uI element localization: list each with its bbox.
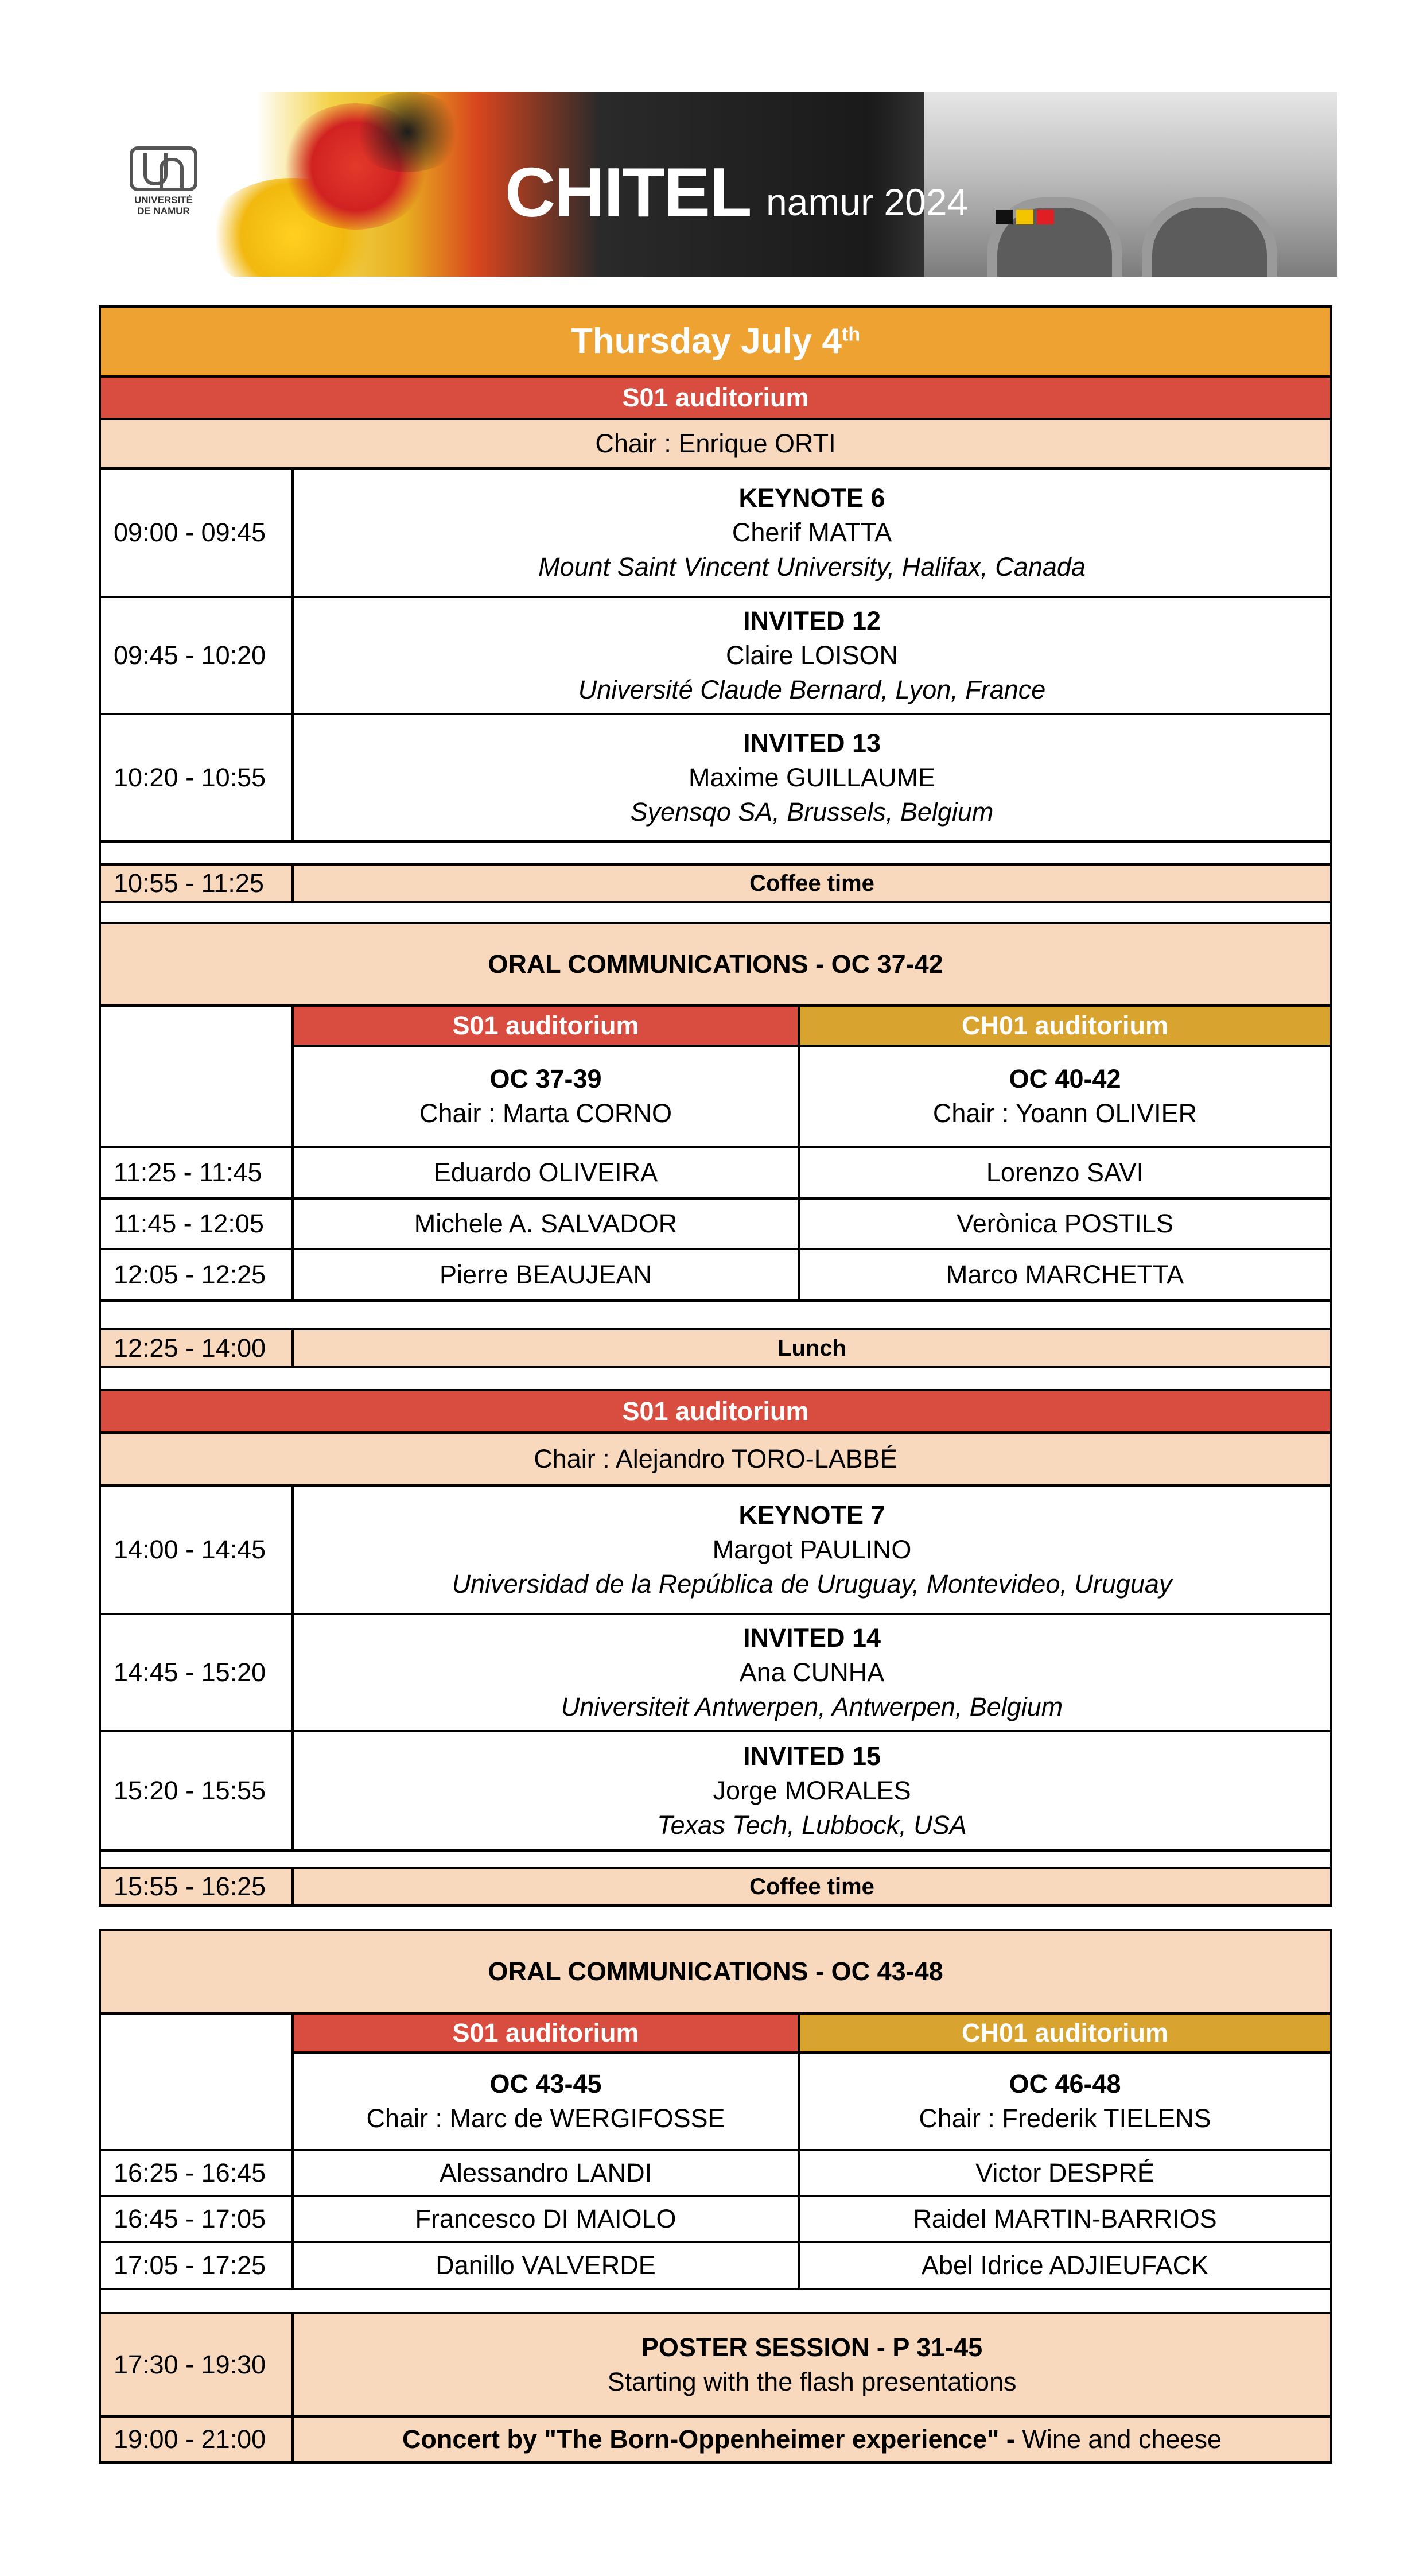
session-a-info bbox=[293, 1046, 799, 1147]
concert-row bbox=[100, 2416, 1331, 2462]
talk-affiliation: Mount Saint Vincent University, Halifax, Canada bbox=[538, 552, 1086, 581]
talk-time: 14:45 - 15:20 bbox=[100, 1614, 293, 1731]
break-label: Coffee time bbox=[293, 1868, 1331, 1906]
slot-time: 17:05 - 17:25 bbox=[100, 2242, 293, 2289]
oral-slot-row bbox=[100, 1198, 1331, 1249]
oral-slot-row bbox=[100, 2242, 1331, 2289]
room-a-header: S01 auditorium bbox=[293, 2014, 799, 2053]
oral-slot-row bbox=[100, 1249, 1331, 1301]
schedule-table bbox=[99, 305, 1332, 1907]
session-chair: Chair : Enrique ORTI bbox=[100, 419, 1331, 468]
talk-details bbox=[293, 1614, 1331, 1731]
lunch-label: Lunch bbox=[293, 1329, 1331, 1367]
session-b-code: OC 40-42 bbox=[1009, 1064, 1121, 1093]
session-b-info bbox=[799, 2053, 1331, 2150]
spacer-row bbox=[100, 2289, 1331, 2313]
day-suffix: th bbox=[842, 323, 861, 346]
session-chair: Chair : Alejandro TORO-LABBÉ bbox=[100, 1433, 1331, 1485]
room-header: S01 auditorium bbox=[100, 377, 1331, 419]
oral-slot-row bbox=[100, 1147, 1331, 1198]
room-b-header: CH01 auditorium bbox=[799, 1006, 1331, 1046]
bridge-photo bbox=[924, 92, 1337, 277]
poster-title: POSTER SESSION - P 31-45 bbox=[641, 2333, 983, 2362]
room-b-header: CH01 auditorium bbox=[799, 2014, 1331, 2053]
session-a-chair: Chair : Marc de WERGIFOSSE bbox=[366, 2104, 725, 2133]
empty-cell bbox=[100, 2014, 293, 2150]
slot-time: 16:25 - 16:45 bbox=[100, 2150, 293, 2196]
talk-row bbox=[100, 1614, 1331, 1731]
talk-speaker: Cherif MATTA bbox=[732, 518, 892, 547]
talk-type: KEYNOTE 7 bbox=[738, 1500, 885, 1530]
spacer-row bbox=[100, 902, 1331, 923]
talk-time: 09:45 - 10:20 bbox=[100, 597, 293, 714]
day-header bbox=[100, 307, 1331, 377]
talk-time: 09:00 - 09:45 bbox=[100, 468, 293, 597]
poster-detail: Starting with the flash presentations bbox=[607, 2367, 1017, 2396]
spacer-row bbox=[100, 1850, 1331, 1868]
talk-speaker: Margot PAULINO bbox=[712, 1535, 912, 1564]
break-label: Coffee time bbox=[293, 864, 1331, 902]
spacer-row bbox=[100, 1301, 1331, 1329]
concert-details bbox=[293, 2416, 1331, 2462]
talk-type: INVITED 15 bbox=[742, 1741, 881, 1771]
talk-details bbox=[293, 1731, 1331, 1850]
empty-cell bbox=[100, 1006, 293, 1147]
session-b-info bbox=[799, 1046, 1331, 1147]
break-time: 15:55 - 16:25 bbox=[100, 1868, 293, 1906]
slot-speaker-b: Abel Idrice ADJIEUFACK bbox=[799, 2242, 1331, 2289]
slot-speaker-a: Francesco DI MAIOLO bbox=[293, 2196, 799, 2242]
talk-speaker: Maxime GUILLAUME bbox=[688, 763, 936, 792]
slot-speaker-a: Danillo VALVERDE bbox=[293, 2242, 799, 2289]
slot-speaker-a: Michele A. SALVADOR bbox=[293, 1198, 799, 1249]
talk-details bbox=[293, 597, 1331, 714]
poster-details bbox=[293, 2313, 1331, 2416]
poster-time: 17:30 - 19:30 bbox=[100, 2313, 293, 2416]
talk-affiliation: Universidad de la República de Uruguay, Montevideo, Uruguay bbox=[452, 1569, 1172, 1599]
logo-text-line-1: UNIVERSITÉ bbox=[134, 195, 193, 205]
header-banner bbox=[109, 92, 1337, 277]
lunch-time: 12:25 - 14:00 bbox=[100, 1329, 293, 1367]
concert-title: Concert by "The Born-Oppenheimer experience" - bbox=[402, 2424, 1015, 2454]
schedule-table-evening bbox=[99, 1929, 1332, 2464]
black-paint-splash bbox=[350, 92, 465, 172]
session-a-code: OC 43-45 bbox=[489, 2069, 602, 2098]
flag-stripe-black bbox=[996, 210, 1013, 224]
conference-title: CHITEL bbox=[505, 153, 751, 231]
talk-details bbox=[293, 468, 1331, 597]
talk-time: 14:00 - 14:45 bbox=[100, 1485, 293, 1614]
university-logo bbox=[126, 146, 201, 216]
oral-slot-row bbox=[100, 2150, 1331, 2196]
break-time: 10:55 - 11:25 bbox=[100, 864, 293, 902]
day-label: Thursday July 4 bbox=[570, 321, 842, 361]
university-logo-icon bbox=[130, 146, 197, 191]
slot-speaker-b: Lorenzo SAVI bbox=[799, 1147, 1331, 1198]
oral-session-title: ORAL COMMUNICATIONS - OC 43-48 bbox=[100, 1930, 1331, 2014]
talk-speaker: Claire LOISON bbox=[725, 641, 899, 670]
concert-detail: Wine and cheese bbox=[1014, 2424, 1222, 2454]
oral-session-title: ORAL COMMUNICATIONS - OC 37-42 bbox=[100, 923, 1331, 1006]
logo-text-line-2: DE NAMUR bbox=[137, 205, 190, 216]
slot-speaker-b: Raidel MARTIN-BARRIOS bbox=[799, 2196, 1331, 2242]
talk-affiliation: Université Claude Bernard, Lyon, France bbox=[578, 675, 1046, 704]
talk-type: INVITED 14 bbox=[742, 1623, 881, 1652]
slot-time: 11:45 - 12:05 bbox=[100, 1198, 293, 1249]
slot-time: 11:25 - 11:45 bbox=[100, 1147, 293, 1198]
talk-details bbox=[293, 1485, 1331, 1614]
slot-speaker-b: Marco MARCHETTA bbox=[799, 1249, 1331, 1301]
slot-time: 12:05 - 12:25 bbox=[100, 1249, 293, 1301]
talk-row bbox=[100, 597, 1331, 714]
session-b-chair: Chair : Yoann OLIVIER bbox=[932, 1099, 1198, 1128]
talk-row bbox=[100, 714, 1331, 841]
concert-time: 19:00 - 21:00 bbox=[100, 2416, 293, 2462]
room-a-header: S01 auditorium bbox=[293, 1006, 799, 1046]
belgian-flag-icon bbox=[996, 210, 1057, 224]
bridge-arch bbox=[1142, 197, 1277, 277]
talk-affiliation: Texas Tech, Lubbock, USA bbox=[657, 1810, 967, 1840]
spacer-row bbox=[100, 841, 1331, 864]
talk-type: INVITED 12 bbox=[742, 606, 881, 635]
slot-time: 16:45 - 17:05 bbox=[100, 2196, 293, 2242]
talk-row bbox=[100, 1731, 1331, 1850]
break-row bbox=[100, 864, 1331, 902]
lunch-row bbox=[100, 1329, 1331, 1367]
room-header: S01 auditorium bbox=[100, 1390, 1331, 1433]
flag-stripe-red bbox=[1037, 210, 1054, 224]
talk-affiliation: Universiteit Antwerpen, Antwerpen, Belgium bbox=[561, 1692, 1063, 1721]
conference-subtitle: namur 2024 bbox=[766, 181, 969, 223]
oral-slot-row bbox=[100, 2196, 1331, 2242]
talk-speaker: Jorge MORALES bbox=[713, 1776, 911, 1805]
slot-speaker-a: Pierre BEAUJEAN bbox=[293, 1249, 799, 1301]
talk-type: INVITED 13 bbox=[742, 728, 881, 758]
talk-affiliation: Syensqo SA, Brussels, Belgium bbox=[630, 797, 994, 827]
session-b-chair: Chair : Frederik TIELENS bbox=[919, 2104, 1211, 2133]
slot-speaker-b: Verònica POSTILS bbox=[799, 1198, 1331, 1249]
talk-speaker: Ana CUNHA bbox=[739, 1658, 885, 1687]
session-b-code: OC 46-48 bbox=[1009, 2069, 1121, 2098]
session-a-chair: Chair : Marta CORNO bbox=[419, 1099, 672, 1128]
talk-row bbox=[100, 1485, 1331, 1614]
break-row bbox=[100, 1868, 1331, 1906]
session-a-code: OC 37-39 bbox=[489, 1064, 602, 1093]
talk-row bbox=[100, 468, 1331, 597]
spacer-row bbox=[100, 1367, 1331, 1390]
flag-stripe-yellow bbox=[1016, 210, 1033, 224]
slot-speaker-a: Alessandro LANDI bbox=[293, 2150, 799, 2196]
slot-speaker-b: Victor DESPRÉ bbox=[799, 2150, 1331, 2196]
session-a-info bbox=[293, 2053, 799, 2150]
talk-time: 15:20 - 15:55 bbox=[100, 1731, 293, 1850]
talk-time: 10:20 - 10:55 bbox=[100, 714, 293, 841]
slot-speaker-a: Eduardo OLIVEIRA bbox=[293, 1147, 799, 1198]
talk-details bbox=[293, 714, 1331, 841]
talk-type: KEYNOTE 6 bbox=[738, 483, 885, 513]
poster-row bbox=[100, 2313, 1331, 2416]
